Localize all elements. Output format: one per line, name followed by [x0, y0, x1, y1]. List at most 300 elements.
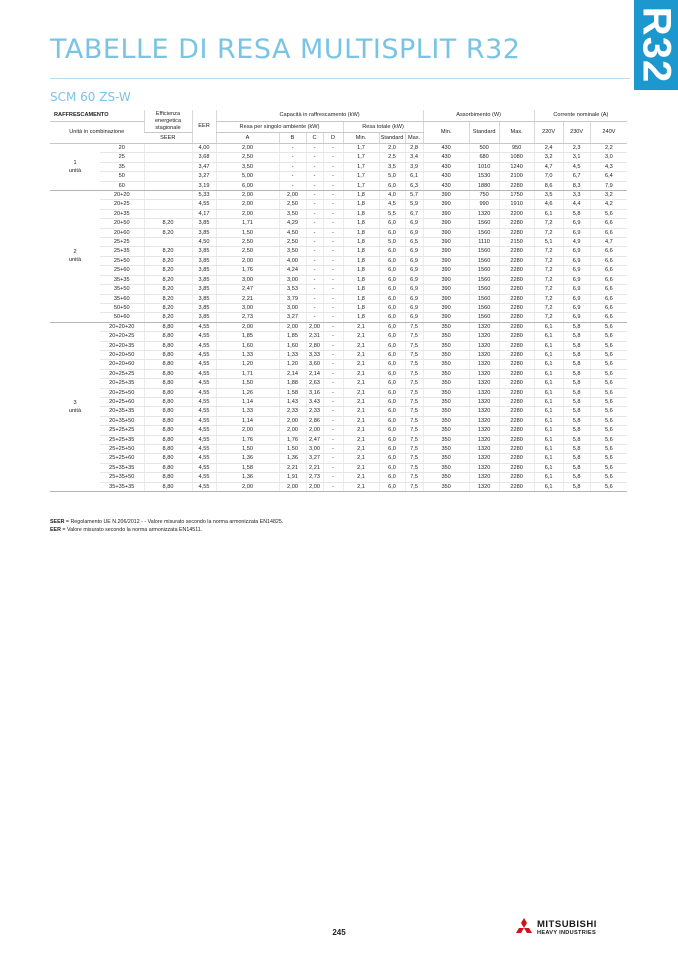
cell-current-220v: 6,1 — [534, 482, 563, 491]
cell-unit-c: - — [306, 144, 323, 153]
cell-current-230v: 5,8 — [563, 426, 590, 435]
cell-total-min: 1,8 — [343, 191, 379, 200]
cell-abs-max: 2200 — [499, 209, 534, 218]
cell-current-220v: 7,2 — [534, 256, 563, 265]
cell-seer — [144, 191, 192, 200]
cell-current-230v: 5,8 — [563, 473, 590, 482]
table-row — [50, 313, 627, 322]
cell-unit-a: 1,85 — [216, 332, 279, 341]
cell-abs-max: 2150 — [499, 238, 534, 247]
cell-combo: 20+25+35 — [100, 379, 144, 388]
cell-unit-b: 2,00 — [279, 482, 306, 491]
cell-total-max: 6,9 — [405, 219, 423, 228]
cell-total-standard: 6,0 — [379, 303, 405, 312]
cell-eer: 3,85 — [192, 275, 216, 284]
cell-total-standard: 6,0 — [379, 369, 405, 378]
cell-unit-a: 2,00 — [216, 209, 279, 218]
group-label-word: unità — [68, 257, 82, 264]
cell-total-min: 2,1 — [343, 379, 379, 388]
title-divider — [50, 78, 630, 79]
cell-current-220v: 7,2 — [534, 228, 563, 237]
cell-unit-c: 2,00 — [306, 482, 323, 491]
cell-unit-c: 2,00 — [306, 322, 323, 331]
cell-current-240v: 6,6 — [590, 256, 627, 265]
table-row — [50, 473, 627, 482]
cell-eer: 4,00 — [192, 144, 216, 153]
cell-unit-b: 2,00 — [279, 191, 306, 200]
cell-total-min: 1,8 — [343, 247, 379, 256]
cell-total-min: 2,1 — [343, 360, 379, 369]
cell-seer — [144, 162, 192, 171]
cell-total-min: 1,8 — [343, 285, 379, 294]
cell-unit-d: - — [323, 181, 343, 190]
footnote-eer — [50, 527, 283, 535]
cell-abs-standard: 1560 — [469, 285, 499, 294]
cell-seer — [144, 172, 192, 181]
table-row — [50, 191, 627, 200]
cell-seer — [144, 209, 192, 218]
cell-total-standard: 6,0 — [379, 247, 405, 256]
cell-total-standard: 6,0 — [379, 482, 405, 491]
cell-total-min: 1,8 — [343, 228, 379, 237]
cell-total-standard: 6,0 — [379, 228, 405, 237]
table-row — [50, 350, 627, 359]
header-units-combo: Unità in combinazione — [50, 122, 144, 144]
cell-combo: 25+25+60 — [100, 454, 144, 463]
cell-total-max: 6,9 — [405, 313, 423, 322]
cell-abs-standard: 1320 — [469, 473, 499, 482]
cell-total-min: 1,7 — [343, 181, 379, 190]
cell-current-230v: 5,8 — [563, 379, 590, 388]
table-row — [50, 200, 627, 209]
cell-current-240v: 5,6 — [590, 209, 627, 218]
cell-eer: 3,68 — [192, 153, 216, 162]
cell-current-220v: 7,2 — [534, 303, 563, 312]
cell-total-min: 2,1 — [343, 473, 379, 482]
cell-unit-b: 3,79 — [279, 294, 306, 303]
section-tab-label: R32 — [634, 6, 678, 84]
table-row — [50, 172, 627, 181]
cell-abs-min: 390 — [423, 294, 469, 303]
cell-current-230v: 5,8 — [563, 445, 590, 454]
header-absorption: Assorbimento (W) — [423, 110, 534, 122]
cell-abs-max: 2280 — [499, 181, 534, 190]
cell-total-max: 7,5 — [405, 397, 423, 406]
cell-abs-min: 390 — [423, 313, 469, 322]
cell-unit-c: 2,00 — [306, 426, 323, 435]
cell-combo: 25 — [100, 153, 144, 162]
cell-abs-min: 390 — [423, 200, 469, 209]
table-row — [50, 285, 627, 294]
cell-unit-b: 1,20 — [279, 360, 306, 369]
cell-eer: 3,85 — [192, 285, 216, 294]
cell-current-220v: 6,1 — [534, 209, 563, 218]
cell-abs-min: 430 — [423, 172, 469, 181]
cell-total-standard: 6,0 — [379, 285, 405, 294]
cell-abs-min: 390 — [423, 303, 469, 312]
cell-abs-standard: 1320 — [469, 350, 499, 359]
brand-logo — [513, 917, 633, 941]
cell-abs-max: 2280 — [499, 482, 534, 491]
cell-total-standard: 6,0 — [379, 416, 405, 425]
cell-unit-d: - — [323, 200, 343, 209]
cell-unit-d: - — [323, 228, 343, 237]
cell-total-min: 2,1 — [343, 463, 379, 472]
cell-seer: 8,80 — [144, 332, 192, 341]
cell-abs-max: 2280 — [499, 388, 534, 397]
cell-total-max: 7,5 — [405, 445, 423, 454]
cell-unit-d: - — [323, 162, 343, 171]
cell-seer: 8,20 — [144, 303, 192, 312]
cell-unit-c: 3,00 — [306, 445, 323, 454]
table-body — [50, 144, 627, 492]
cell-unit-b: 1,36 — [279, 454, 306, 463]
cell-total-min: 2,1 — [343, 322, 379, 331]
cell-eer: 5,33 — [192, 191, 216, 200]
cell-seer — [144, 181, 192, 190]
cell-seer: 8,20 — [144, 294, 192, 303]
cell-abs-min: 350 — [423, 322, 469, 331]
footnote-eer-key: EER — [50, 526, 61, 533]
cell-combo: 25+25+50 — [100, 445, 144, 454]
cell-current-240v: 5,6 — [590, 332, 627, 341]
cell-current-230v: 4,9 — [563, 238, 590, 247]
model-name: SCM 60 ZS-W — [50, 90, 131, 104]
cell-unit-c: - — [306, 275, 323, 284]
cell-abs-min: 350 — [423, 388, 469, 397]
cell-total-standard: 6,0 — [379, 341, 405, 350]
cell-current-220v: 6,1 — [534, 407, 563, 416]
header-seer: SEER — [144, 133, 192, 144]
cell-unit-b: 1,33 — [279, 350, 306, 359]
cell-eer: 4,55 — [192, 445, 216, 454]
cell-total-min: 1,8 — [343, 219, 379, 228]
cell-unit-b: 1,91 — [279, 473, 306, 482]
cell-current-240v: 5,6 — [590, 445, 627, 454]
cell-combo: 20+20+20 — [100, 322, 144, 331]
table-row — [50, 397, 627, 406]
cell-current-240v: 6,6 — [590, 247, 627, 256]
cell-abs-max: 2280 — [499, 247, 534, 256]
cell-current-220v: 6,1 — [534, 435, 563, 444]
cell-unit-d: - — [323, 445, 343, 454]
cell-current-230v: 6,9 — [563, 219, 590, 228]
cell-abs-min: 430 — [423, 153, 469, 162]
cell-seer: 8,80 — [144, 445, 192, 454]
cell-total-max: 6,9 — [405, 275, 423, 284]
cell-unit-b: - — [279, 162, 306, 171]
cell-eer: 4,55 — [192, 407, 216, 416]
cell-current-230v: 5,8 — [563, 350, 590, 359]
cell-total-min: 2,1 — [343, 482, 379, 491]
cell-combo: 25+60 — [100, 266, 144, 275]
cell-unit-a: 3,00 — [216, 275, 279, 284]
cell-total-standard: 5,5 — [379, 209, 405, 218]
cell-total-standard: 6,0 — [379, 473, 405, 482]
cell-abs-standard: 1320 — [469, 463, 499, 472]
cell-current-220v: 6,1 — [534, 369, 563, 378]
cell-unit-b: 1,85 — [279, 332, 306, 341]
cell-eer: 4,55 — [192, 397, 216, 406]
cell-current-220v: 6,1 — [534, 388, 563, 397]
cell-unit-b: 3,50 — [279, 247, 306, 256]
logo-line2: HEAVY INDUSTRIES — [537, 930, 596, 936]
cell-total-max: 7,5 — [405, 473, 423, 482]
cell-unit-b: 3,00 — [279, 303, 306, 312]
cell-abs-standard: 500 — [469, 144, 499, 153]
cell-total-standard: 6,0 — [379, 454, 405, 463]
cell-current-230v: 5,8 — [563, 482, 590, 491]
cell-unit-a: 1,76 — [216, 435, 279, 444]
table-row — [50, 238, 627, 247]
cell-seer: 8,80 — [144, 341, 192, 350]
cell-seer — [144, 238, 192, 247]
cell-current-240v: 6,6 — [590, 303, 627, 312]
cell-abs-standard: 1320 — [469, 341, 499, 350]
cell-eer: 4,55 — [192, 482, 216, 491]
header-abs-max: Max. — [499, 122, 534, 144]
cell-total-min: 2,1 — [343, 388, 379, 397]
cell-abs-standard: 1320 — [469, 360, 499, 369]
cell-unit-d: - — [323, 322, 343, 331]
cell-unit-c: - — [306, 209, 323, 218]
cell-current-220v: 4,6 — [534, 200, 563, 209]
cell-abs-max: 2280 — [499, 407, 534, 416]
cell-unit-c: - — [306, 181, 323, 190]
cell-total-max: 7,5 — [405, 350, 423, 359]
group-label — [50, 191, 100, 323]
cell-seer — [144, 144, 192, 153]
cell-eer: 4,55 — [192, 350, 216, 359]
cell-abs-min: 390 — [423, 275, 469, 284]
cell-abs-min: 390 — [423, 238, 469, 247]
cell-total-min: 1,7 — [343, 144, 379, 153]
cell-current-220v: 7,2 — [534, 266, 563, 275]
group-label-number: 3 — [73, 399, 77, 406]
cell-current-230v: 4,4 — [563, 200, 590, 209]
cell-total-max: 2,8 — [405, 144, 423, 153]
cell-combo: 20+50 — [100, 219, 144, 228]
cell-total-max: 5,7 — [405, 191, 423, 200]
table-row — [50, 266, 627, 275]
cell-total-standard: 6,0 — [379, 322, 405, 331]
cell-eer: 3,85 — [192, 313, 216, 322]
cell-current-230v: 3,1 — [563, 153, 590, 162]
cell-total-min: 1,8 — [343, 313, 379, 322]
group-label-word: unità — [68, 407, 82, 414]
cell-unit-a: 2,00 — [216, 200, 279, 209]
cell-current-220v: 2,4 — [534, 144, 563, 153]
header-current: Corrente nominale (A) — [534, 110, 627, 122]
cell-total-standard: 2,5 — [379, 153, 405, 162]
header-unit-c: C — [306, 133, 323, 144]
cell-current-230v: 5,8 — [563, 388, 590, 397]
cell-total-max: 6,3 — [405, 181, 423, 190]
table-row — [50, 341, 627, 350]
table-row — [50, 153, 627, 162]
cell-eer: 4,17 — [192, 209, 216, 218]
cell-abs-standard: 1560 — [469, 266, 499, 275]
cell-current-240v: 5,6 — [590, 397, 627, 406]
cell-seer — [144, 200, 192, 209]
cell-unit-d: - — [323, 463, 343, 472]
cell-abs-standard: 1320 — [469, 379, 499, 388]
cell-abs-standard: 1560 — [469, 228, 499, 237]
cell-abs-min: 350 — [423, 379, 469, 388]
cell-combo: 20+25+25 — [100, 369, 144, 378]
cell-abs-min: 390 — [423, 228, 469, 237]
header-total-max: Max. — [405, 133, 423, 144]
cell-abs-standard: 1320 — [469, 388, 499, 397]
cell-abs-min: 350 — [423, 454, 469, 463]
cell-abs-max: 1910 — [499, 200, 534, 209]
cell-total-max: 7,5 — [405, 332, 423, 341]
cell-total-max: 3,4 — [405, 153, 423, 162]
cell-abs-min: 390 — [423, 219, 469, 228]
cell-seer: 8,80 — [144, 369, 192, 378]
cell-seer: 8,80 — [144, 397, 192, 406]
cell-current-220v: 7,2 — [534, 285, 563, 294]
cell-seer: 8,80 — [144, 463, 192, 472]
cell-eer: 4,55 — [192, 369, 216, 378]
cell-combo: 20+25 — [100, 200, 144, 209]
cell-unit-b: 3,27 — [279, 313, 306, 322]
cell-abs-min: 350 — [423, 463, 469, 472]
cell-total-max: 7,5 — [405, 322, 423, 331]
cell-unit-c: - — [306, 266, 323, 275]
cell-current-230v: 6,9 — [563, 247, 590, 256]
cell-unit-c: 2,21 — [306, 463, 323, 472]
cell-unit-d: - — [323, 369, 343, 378]
cell-combo: 20+25+60 — [100, 397, 144, 406]
cell-combo: 25+25+35 — [100, 435, 144, 444]
cell-unit-c: 2,14 — [306, 369, 323, 378]
cell-abs-min: 350 — [423, 435, 469, 444]
cell-abs-standard: 1560 — [469, 247, 499, 256]
header-total-standard: Standard — [379, 133, 405, 144]
cell-total-standard: 6,0 — [379, 379, 405, 388]
cell-current-240v: 5,6 — [590, 379, 627, 388]
cell-total-max: 6,9 — [405, 285, 423, 294]
cell-total-max: 7,5 — [405, 341, 423, 350]
cell-current-240v: 5,6 — [590, 341, 627, 350]
cell-seer: 8,80 — [144, 388, 192, 397]
cell-unit-b: 2,50 — [279, 238, 306, 247]
cell-eer: 3,85 — [192, 256, 216, 265]
cell-abs-standard: 1880 — [469, 181, 499, 190]
cell-current-240v: 3,2 — [590, 191, 627, 200]
table-row — [50, 416, 627, 425]
cell-seer: 8,20 — [144, 228, 192, 237]
group-label-number: 1 — [73, 160, 77, 167]
cell-unit-d: - — [323, 454, 343, 463]
cell-total-standard: 6,0 — [379, 426, 405, 435]
footnote-seer-key: SEER — [50, 519, 65, 525]
table-row — [50, 388, 627, 397]
table-row — [50, 228, 627, 237]
cell-abs-max: 2280 — [499, 256, 534, 265]
cell-abs-min: 390 — [423, 209, 469, 218]
cell-total-standard: 3,5 — [379, 162, 405, 171]
cell-combo: 25+35 — [100, 247, 144, 256]
cell-abs-max: 2280 — [499, 435, 534, 444]
cell-seer: 8,80 — [144, 473, 192, 482]
cell-abs-min: 350 — [423, 426, 469, 435]
cell-unit-a: 3,50 — [216, 162, 279, 171]
cell-total-max: 7,5 — [405, 369, 423, 378]
cell-current-220v: 6,1 — [534, 322, 563, 331]
cell-seer: 8,20 — [144, 275, 192, 284]
cell-unit-b: 1,60 — [279, 341, 306, 350]
header-per-unit: Resa per singolo ambiente (kW) — [216, 122, 343, 133]
cell-current-230v: 6,9 — [563, 303, 590, 312]
cell-current-240v: 5,6 — [590, 454, 627, 463]
cell-unit-a: 2,47 — [216, 285, 279, 294]
cell-unit-a: 1,76 — [216, 266, 279, 275]
table-row — [50, 482, 627, 491]
table-row — [50, 426, 627, 435]
cell-abs-min: 390 — [423, 266, 469, 275]
cell-unit-b: 2,00 — [279, 426, 306, 435]
cell-total-max: 6,7 — [405, 209, 423, 218]
cell-current-220v: 6,1 — [534, 332, 563, 341]
header-total-min: Min. — [343, 133, 379, 144]
cell-unit-a: 2,50 — [216, 153, 279, 162]
cell-unit-c: 3,33 — [306, 350, 323, 359]
cell-unit-c: 3,60 — [306, 360, 323, 369]
cell-unit-c: 2,80 — [306, 341, 323, 350]
cell-abs-min: 430 — [423, 181, 469, 190]
cell-total-max: 7,5 — [405, 463, 423, 472]
cell-total-standard: 6,0 — [379, 256, 405, 265]
cell-unit-a: 6,00 — [216, 181, 279, 190]
cell-current-240v: 6,6 — [590, 219, 627, 228]
footnotes — [50, 519, 283, 534]
cell-abs-standard: 1320 — [469, 407, 499, 416]
table-row — [50, 181, 627, 190]
cell-unit-a: 1,33 — [216, 350, 279, 359]
cell-abs-standard: 1320 — [469, 454, 499, 463]
cell-total-max: 6,9 — [405, 294, 423, 303]
cell-current-240v: 2,2 — [590, 144, 627, 153]
cell-total-standard: 6,0 — [379, 397, 405, 406]
cell-abs-min: 390 — [423, 256, 469, 265]
cell-combo: 20+20+60 — [100, 360, 144, 369]
table-row — [50, 294, 627, 303]
cell-combo: 20+20+25 — [100, 332, 144, 341]
cell-total-standard: 6,0 — [379, 332, 405, 341]
three-diamonds-icon — [513, 917, 535, 939]
cell-total-max: 7,5 — [405, 360, 423, 369]
cell-total-max: 6,9 — [405, 303, 423, 312]
cell-total-max: 6,9 — [405, 247, 423, 256]
cell-unit-d: - — [323, 313, 343, 322]
cell-current-230v: 6,7 — [563, 172, 590, 181]
cell-total-max: 7,5 — [405, 435, 423, 444]
cell-unit-b: 1,88 — [279, 379, 306, 388]
cell-total-standard: 6,0 — [379, 463, 405, 472]
cell-eer: 4,55 — [192, 360, 216, 369]
cell-seer: 8,20 — [144, 266, 192, 275]
cell-current-220v: 6,1 — [534, 379, 563, 388]
cell-unit-c: 2,73 — [306, 473, 323, 482]
cell-abs-min: 350 — [423, 407, 469, 416]
cell-total-min: 1,7 — [343, 153, 379, 162]
cell-eer: 4,50 — [192, 238, 216, 247]
cell-unit-d: - — [323, 435, 343, 444]
cell-current-230v: 6,9 — [563, 285, 590, 294]
cell-unit-b: 2,50 — [279, 200, 306, 209]
